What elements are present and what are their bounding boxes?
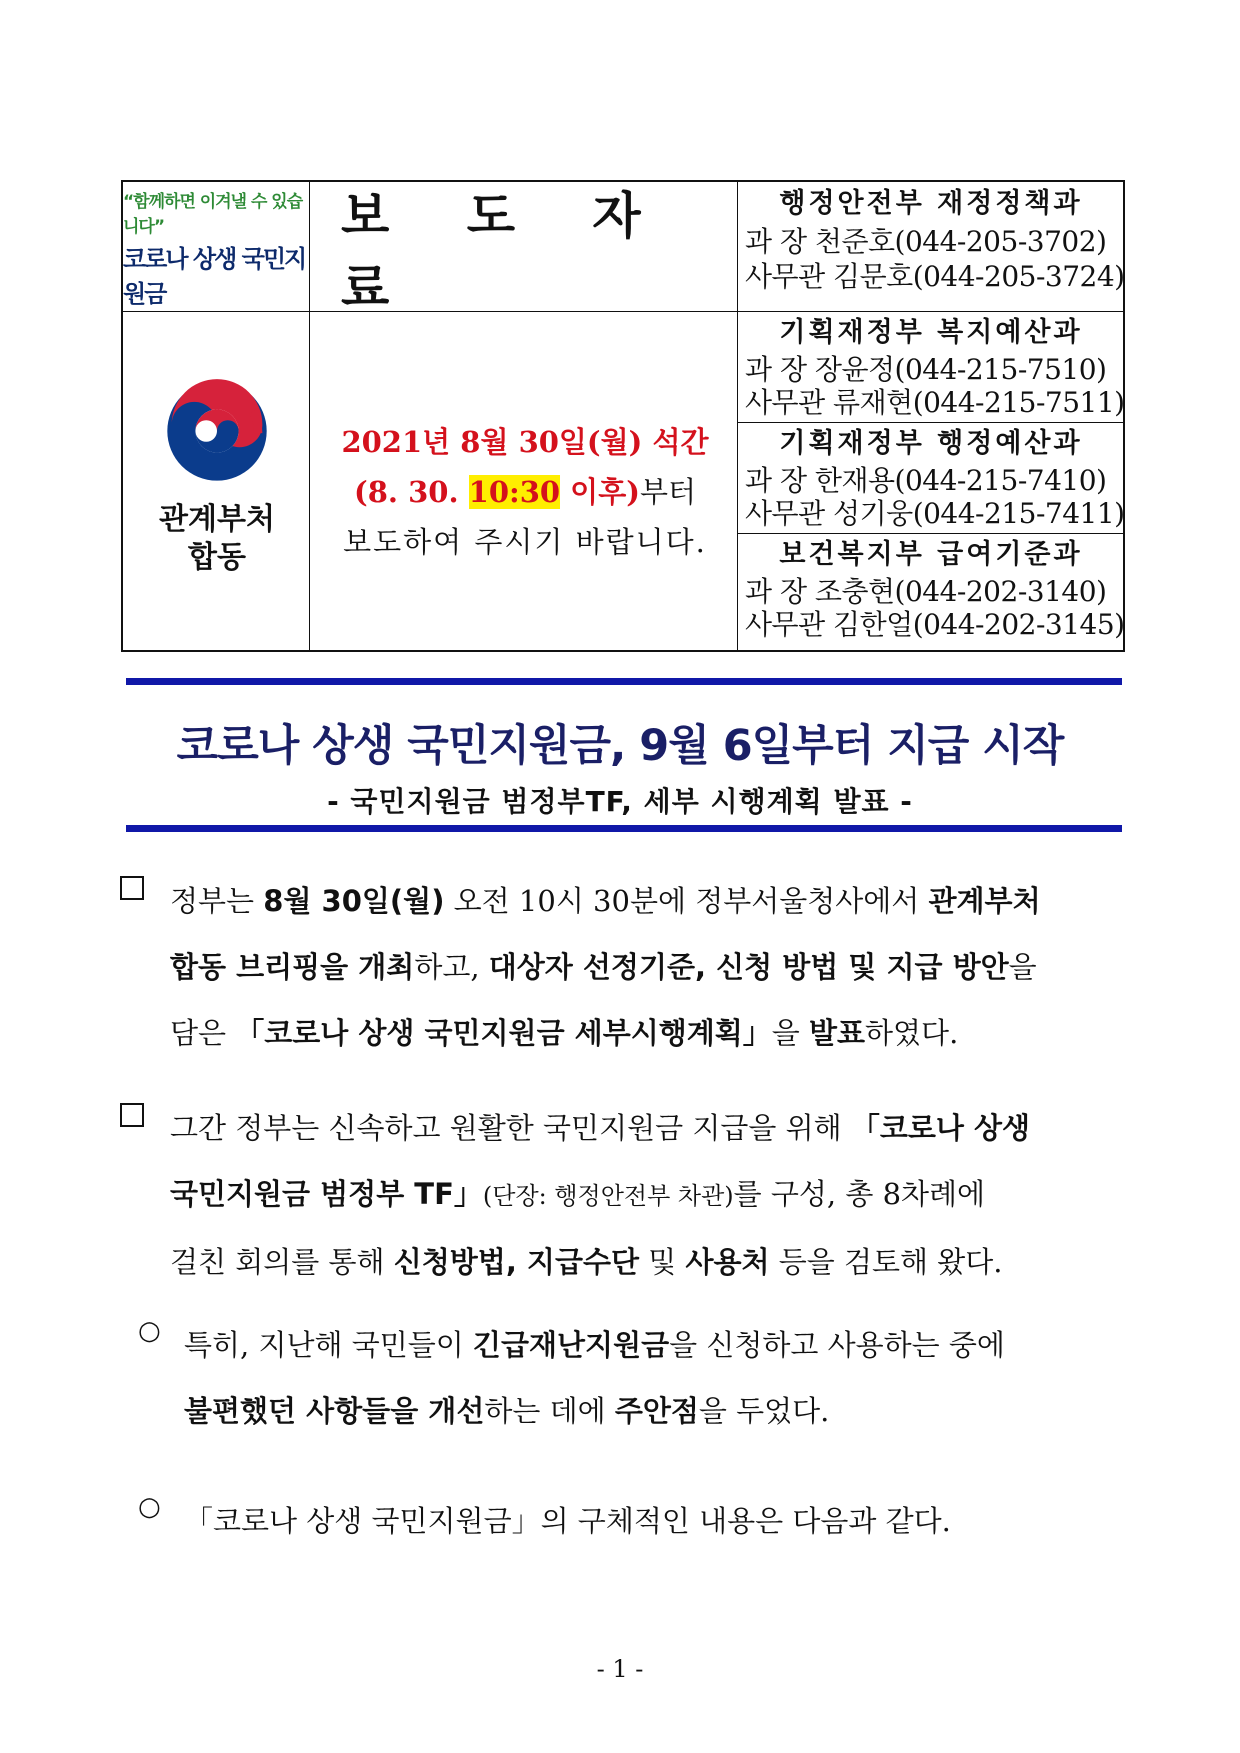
title-rule-bottom <box>126 825 1122 832</box>
text-run-bold: 대상자 선정기준, 신청 방법 및 지급 방안 <box>488 950 1009 984</box>
joint-label-line-2: 합동 <box>188 540 246 575</box>
text-run: 및 <box>639 1245 686 1279</box>
text-run: 담은 <box>170 1016 236 1050</box>
press-release-header-table <box>121 180 1125 652</box>
embargo-notice <box>311 313 739 654</box>
text-run: 걸친 회의를 통해 <box>170 1245 394 1279</box>
embargo-time-suffix: 이후) <box>560 474 640 509</box>
text-line <box>170 1000 1130 1066</box>
contact-line: 사무관 류재현(044-215-7511) <box>745 386 1125 419</box>
contact-block <box>739 184 1123 294</box>
text-run-bold: 불편했던 사항들을 개선 <box>184 1394 485 1428</box>
embargo-date: 2021년 8월 30일(월) 석간 <box>341 424 709 459</box>
text-run-bold: 발표 <box>809 1016 866 1050</box>
text-run-bold: 국민지원금 범정부 TF」 <box>170 1177 483 1211</box>
circle-bullet-icon: ○ <box>138 1316 161 1346</box>
embargo-request: 보도하여 주시기 바랍니다. <box>343 524 707 559</box>
text-run: 하는 데에 <box>484 1394 615 1428</box>
paragraph-text <box>170 868 1130 1066</box>
embargo-from: 부터 <box>639 474 696 509</box>
text-line: 「코로나 상생 국민지원금」의 구체적인 내용은 다음과 같다. <box>184 1504 951 1538</box>
text-run: 특히, 지난해 국민들이 <box>184 1328 473 1362</box>
text-line <box>170 934 1130 1000</box>
contact-line: 과 장 장윤정(044-215-7510) <box>745 353 1107 386</box>
text-run-bold: 「코로나 상생 국민지원금 세부시행계획」 <box>235 1016 772 1050</box>
text-run: 을 <box>1008 950 1037 984</box>
contact-list <box>739 182 1123 650</box>
text-run-bold: 사용처 <box>685 1245 770 1279</box>
sub-bullet-2 <box>138 1488 1128 1554</box>
contact-line: 사무관 성기웅(044-215-7411) <box>745 497 1125 530</box>
text-run: 하고, <box>414 950 489 984</box>
contact-department: 행정안전부 재정정책과 <box>779 188 1083 219</box>
sub-bullet-1 <box>138 1312 1128 1444</box>
joint-ministries-label <box>159 501 275 577</box>
text-line <box>170 1161 1130 1229</box>
contact-line: 사무관 김문호(044-205-3724) <box>745 260 1125 293</box>
slogan-line-1: “함께하면 이겨낼 수 있습니다” <box>123 191 303 237</box>
contact-department: 기획재정부 행정예산과 <box>779 428 1083 459</box>
paragraph-2 <box>120 1095 1130 1295</box>
text-run: 을 두었다. <box>698 1394 830 1428</box>
contact-block <box>739 313 1123 419</box>
checkbox-bullet-icon <box>120 876 144 900</box>
taegeuk-emblem-icon <box>163 377 271 485</box>
text-line <box>184 1378 1128 1444</box>
slogan-line-2: 코로나 상생 국민지원금 <box>123 244 306 308</box>
page-title: 코로나 상생 국민지원금, 9월 6일부터 지급 시작 <box>176 721 1064 771</box>
government-emblem-cell <box>123 313 311 654</box>
text-line <box>184 1312 1128 1378</box>
contact-line: 사무관 김한얼(044-202-3145) <box>745 608 1125 641</box>
contact-department: 기획재정부 복지예산과 <box>779 317 1083 348</box>
contact-line: 과 장 조충현(044-202-3140) <box>745 575 1107 608</box>
text-line <box>170 868 1130 934</box>
text-line <box>170 1095 1130 1161</box>
document-type-title: 보 도 자 료 <box>341 185 671 317</box>
text-run-bold: 합동 브리핑을 개최 <box>170 950 415 984</box>
text-run-bold: 주안점 <box>614 1394 699 1428</box>
checkbox-bullet-icon <box>120 1103 144 1127</box>
text-run-bold: 「코로나 상생 <box>850 1111 1031 1145</box>
text-run: 을 <box>771 1016 809 1050</box>
text-run: 하였다. <box>865 1016 959 1050</box>
text-run-bold: 관계부처 <box>928 884 1041 918</box>
text-run: 등을 검토해 왔다. <box>769 1245 1003 1279</box>
contact-block <box>739 535 1123 641</box>
text-run-bold: 신청방법, 지급수단 <box>393 1245 639 1279</box>
sub-bullet-text <box>184 1312 1128 1444</box>
embargo-time-prefix: (8. 30. <box>354 474 469 509</box>
paragraph-text <box>170 1095 1130 1295</box>
circle-bullet-icon: ○ <box>138 1492 161 1522</box>
contact-line: 과 장 천준호(044-205-3702) <box>745 225 1107 258</box>
embargo-time-line <box>354 467 696 517</box>
contact-line: 과 장 한재용(044-215-7410) <box>745 464 1107 497</box>
text-run-bold: 긴급재난지원금 <box>473 1328 670 1362</box>
contact-department: 보건복지부 급여기준과 <box>779 539 1083 570</box>
text-run-small: (단장: 행정안전부 차관) <box>482 1182 734 1210</box>
text-run: 오전 10시 30분에 정부서울청사에서 <box>444 884 929 918</box>
text-run-bold: 8월 30일(월) <box>263 884 445 918</box>
text-line <box>170 1229 1130 1295</box>
slogan-logo <box>123 182 311 313</box>
contact-block <box>739 424 1123 530</box>
embargo-time-highlight: 10:30 <box>468 474 561 509</box>
paragraph-1 <box>120 868 1130 1066</box>
text-run: 을 신청하고 사용하는 중에 <box>669 1328 1005 1362</box>
text-run: 를 구성, 총 8차례에 <box>733 1177 986 1211</box>
title-rule-top <box>126 678 1122 685</box>
text-run: 정부는 <box>170 884 264 918</box>
page-number: - 1 - <box>596 1655 644 1683</box>
joint-label-line-1: 관계부처 <box>159 502 275 537</box>
page-subtitle: - 국민지원금 범정부TF, 세부 시행계획 발표 - <box>327 785 913 818</box>
text-run: 그간 정부는 신속하고 원활한 국민지원금 지급을 위해 <box>170 1111 851 1145</box>
sub-bullet-text <box>184 1488 1128 1554</box>
